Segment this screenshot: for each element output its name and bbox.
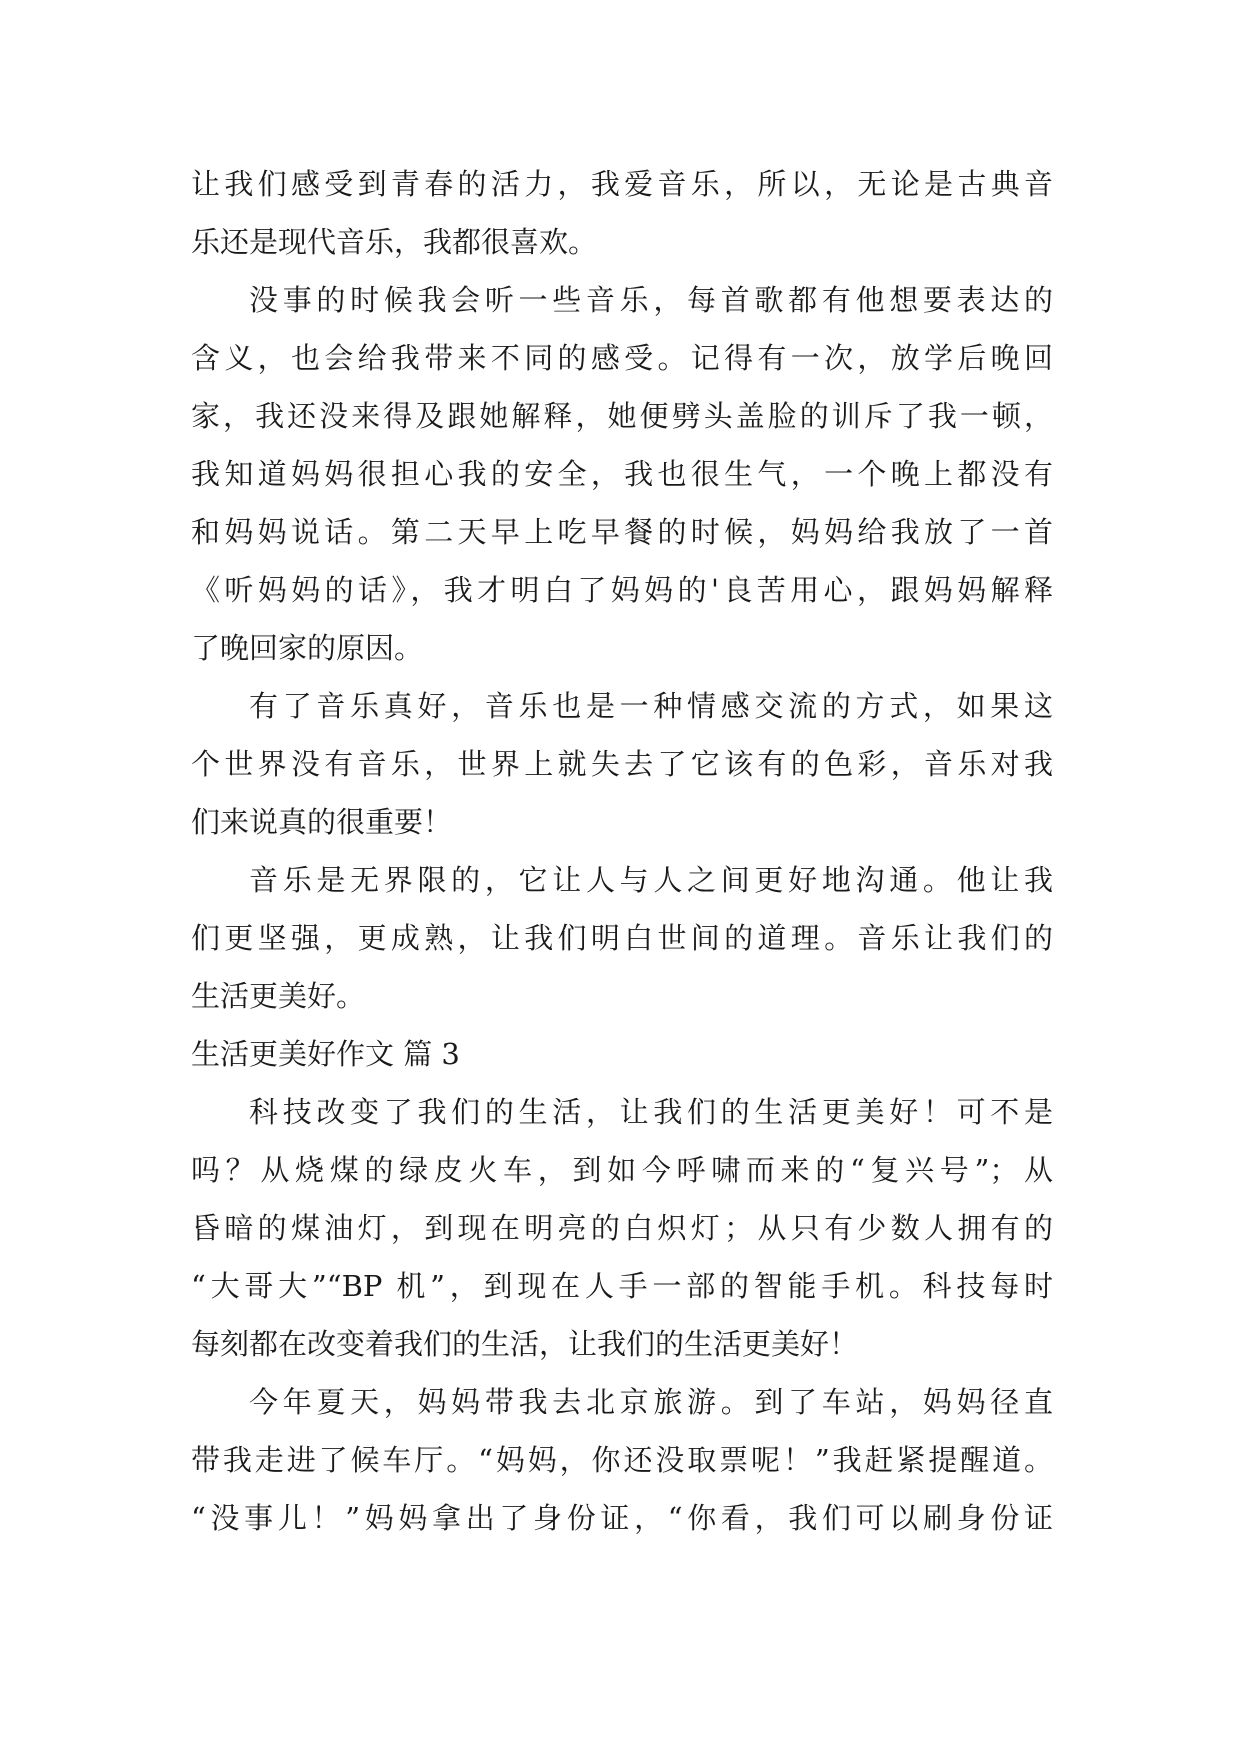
text-line: 生活更美好。 (191, 979, 366, 1013)
text-line: 科技改变了我们的生活，让我们的生活更美好！可不是 (249, 1095, 1053, 1129)
text-line: 昏暗的煤油灯，到现在明亮的白炽灯；从只有少数人拥有的 (191, 1211, 1053, 1245)
paragraph (191, 1373, 1053, 1547)
paragraph (191, 1083, 1053, 1373)
text-line: 音乐是无界限的，它让人与人之间更好地沟通。他让我 (249, 863, 1053, 897)
text-line: 和妈妈说话。第二天早上吃早餐的时候，妈妈给我放了一首 (191, 515, 1053, 549)
document-page (191, 155, 1053, 1547)
text-line: 没事的时候我会听一些音乐，每首歌都有他想要表达的 (249, 283, 1053, 317)
section-heading: 生活更美好作文 篇 3 (191, 1037, 460, 1071)
text-line: 吗？从烧煤的绿皮火车，到如今呼啸而来的“复兴号”；从 (191, 1153, 1053, 1187)
text-line: 家，我还没来得及跟她解释，她便劈头盖脸的训斥了我一顿， (191, 399, 1053, 433)
text-line: 有了音乐真好，音乐也是一种情感交流的方式，如果这 (249, 689, 1053, 723)
text-line: 们来说真的很重要！ (191, 805, 453, 839)
text-line: 《听妈妈的话》，我才明白了妈妈的'良苦用心，跟妈妈解释 (191, 573, 1053, 607)
text-line: 带我走进了候车厅。“妈妈，你还没取票呢！”我赶紧提醒道。 (191, 1443, 1053, 1477)
paragraph (191, 851, 1053, 1025)
paragraph (191, 677, 1053, 851)
text-line: 今年夏天，妈妈带我去北京旅游。到了车站，妈妈径直 (249, 1385, 1053, 1419)
text-line: 个世界没有音乐，世界上就失去了它该有的色彩，音乐对我 (191, 747, 1053, 781)
text-line: 们更坚强，更成熟，让我们明白世间的道理。音乐让我们的 (191, 921, 1053, 955)
text-line: “没事儿！”妈妈拿出了身份证，“你看，我们可以刷身份证 (191, 1501, 1053, 1535)
text-line: 了晚回家的原因。 (191, 631, 424, 665)
text-line: 乐还是现代音乐，我都很喜欢。 (191, 225, 598, 259)
text-line: 每刻都在改变着我们的生活，让我们的生活更美好！ (191, 1327, 859, 1361)
paragraph (191, 155, 1053, 271)
text-line: 让我们感受到青春的活力，我爱音乐，所以，无论是古典音 (191, 167, 1053, 201)
text-line: 我知道妈妈很担心我的安全，我也很生气，一个晚上都没有 (191, 457, 1053, 491)
paragraph (191, 271, 1053, 677)
text-line: “大哥大”“BP 机”，到现在人手一部的智能手机。科技每时 (191, 1269, 1053, 1303)
text-line: 含义，也会给我带来不同的感受。记得有一次，放学后晚回 (191, 341, 1053, 375)
